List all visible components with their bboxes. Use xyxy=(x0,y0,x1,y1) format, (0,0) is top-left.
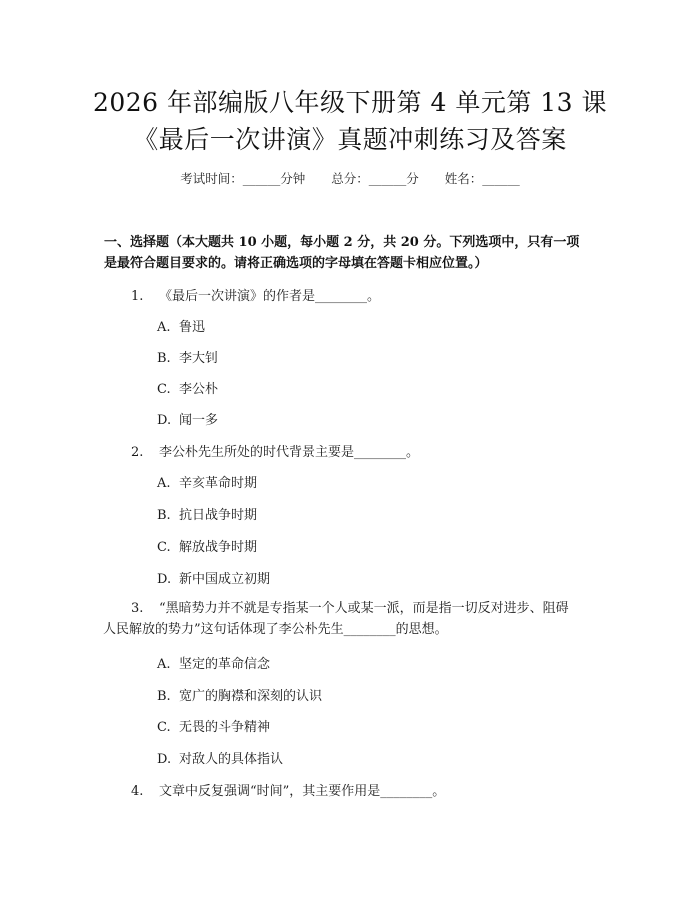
option-3d xyxy=(157,748,283,767)
question-3 xyxy=(103,598,623,640)
document-title-line-2: 《最后一次讲演》真题冲刺练习及答案 xyxy=(133,125,567,154)
option-letter: D. xyxy=(157,752,172,767)
document-title-line-1: 2026 年部编版八年级下册第 4 单元第 13 课 xyxy=(92,88,608,117)
question-number: 2. xyxy=(131,445,144,460)
option-letter: B. xyxy=(157,508,171,523)
question-4 xyxy=(131,780,445,799)
question-2 xyxy=(131,441,419,460)
option-2c xyxy=(157,536,257,555)
option-text: 坚定的革命信念 xyxy=(179,657,271,672)
option-2a xyxy=(157,472,257,491)
section-heading-line-1: 一、选择题（本大题共 10 小题，每小题 2 分，共 20 分。下列选项中，只有一项 xyxy=(104,235,580,250)
option-text: 李大钊 xyxy=(179,351,219,366)
option-1b xyxy=(157,347,218,366)
option-letter: D. xyxy=(157,572,172,587)
exam-name-field: 姓名：______ xyxy=(444,171,520,186)
exam-info xyxy=(0,169,700,187)
question-text-line-1: “黑暗势力并不就是专指某一个人或某一派，而是指一切反对进步、阻碍 xyxy=(159,601,569,616)
option-letter: B. xyxy=(157,351,171,366)
option-text: 闻一多 xyxy=(179,413,219,428)
option-letter: D. xyxy=(157,413,172,428)
section-heading-line-2: 是最符合题目要求的。请将正确选项的字母填在答题卡相应位置。） xyxy=(104,256,488,271)
question-text: 文章中反复强调“时间”，其主要作用是________。 xyxy=(159,784,446,799)
question-text-line-2: 人民解放的势力”这句话体现了李公朴先生________的思想。 xyxy=(103,622,448,637)
option-1a xyxy=(157,316,205,335)
option-text: 鲁迅 xyxy=(179,320,206,335)
option-2d xyxy=(157,568,270,587)
question-1 xyxy=(131,285,380,304)
option-text: 李公朴 xyxy=(179,382,219,397)
option-text: 无畏的斗争精神 xyxy=(179,720,271,735)
option-3c xyxy=(157,716,270,735)
option-letter: A. xyxy=(157,320,171,335)
option-text: 对敌人的具体指认 xyxy=(179,752,284,767)
option-text: 抗日战争时期 xyxy=(179,508,258,523)
question-text: 李公朴先生所处的时代背景主要是________。 xyxy=(159,445,420,460)
option-3a xyxy=(157,653,270,672)
option-text: 宽广的胸襟和深刻的认识 xyxy=(179,689,323,704)
option-1c xyxy=(157,378,218,397)
option-text: 辛亥革命时期 xyxy=(179,476,258,491)
option-letter: B. xyxy=(157,689,171,704)
exam-score-field: 总分：______分 xyxy=(331,171,419,186)
question-number: 3. xyxy=(131,601,144,616)
question-number: 1. xyxy=(131,289,144,304)
option-text: 新中国成立初期 xyxy=(179,572,271,587)
option-letter: A. xyxy=(157,657,171,672)
option-letter: C. xyxy=(157,720,171,735)
option-letter: C. xyxy=(157,382,171,397)
option-3b xyxy=(157,685,322,704)
option-letter: C. xyxy=(157,540,171,555)
option-letter: A. xyxy=(157,476,171,491)
option-text: 解放战争时期 xyxy=(179,540,258,555)
option-1d xyxy=(157,409,218,428)
question-text: 《最后一次讲演》的作者是________。 xyxy=(159,289,381,304)
option-2b xyxy=(157,504,257,523)
question-number: 4. xyxy=(131,784,144,799)
exam-time-field: 考试时间：______分钟 xyxy=(180,171,306,186)
